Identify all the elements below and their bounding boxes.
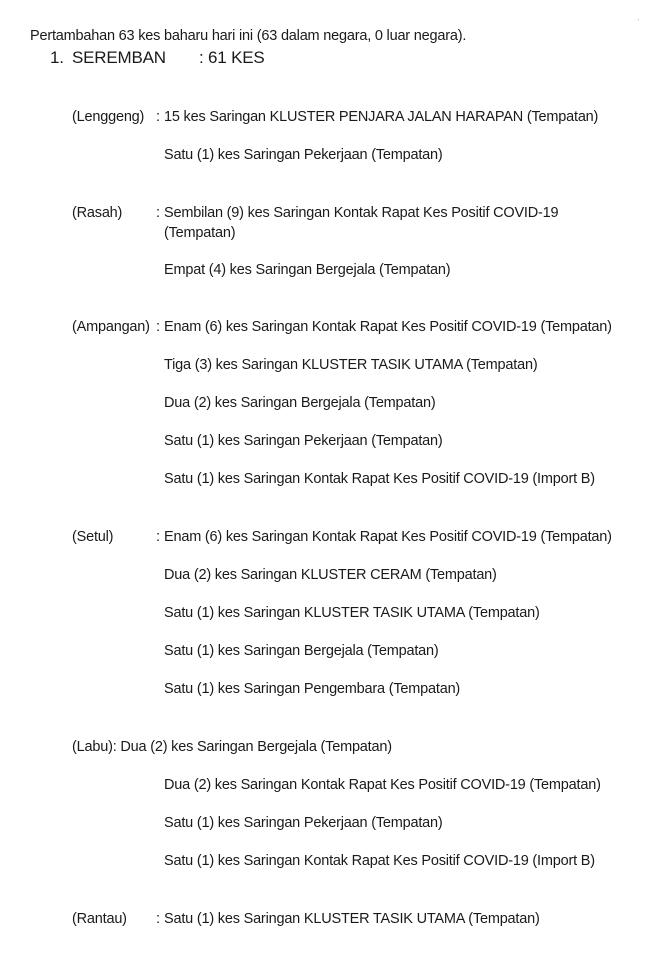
case-entry: Dua (2) kes Saringan KLUSTER CERAM (Tempatan)	[164, 567, 497, 583]
area-label-labu: (Labu):	[72, 739, 117, 755]
case-entry: Tiga (3) kes Saringan KLUSTER TASIK UTAMA (Tempatan)	[164, 357, 538, 373]
case-entry: Enam (6) kes Saringan Kontak Rapat Kes Positif COVID-19 (Tempatan)	[164, 529, 612, 545]
case-entry: Sembilan (9) kes Saringan Kontak Rapat Kes Positif COVID-19 (Tempatan)	[164, 205, 559, 241]
case-entry: Dua (2) kes Saringan Bergejala (Tempatan)	[120, 739, 392, 755]
area-colon: :	[156, 109, 160, 125]
district-number: 1.	[50, 48, 64, 67]
case-entry: Enam (6) kes Saringan Kontak Rapat Kes Positif COVID-19 (Tempatan)	[164, 319, 612, 335]
intro-line: Pertambahan 63 kes baharu hari ini (63 dalam negara, 0 luar negara).	[30, 28, 467, 44]
case-entry: Satu (1) kes Saringan Pekerjaan (Tempatan)	[164, 147, 443, 163]
case-entry: Empat (4) kes Saringan Bergejala (Tempatan)	[164, 262, 451, 278]
case-entry: Satu (1) kes Saringan Pekerjaan (Tempatan)	[164, 815, 443, 831]
case-entry: Satu (1) kes Saringan Bergejala (Tempatan)	[164, 643, 439, 659]
area-label-ampangan: (Ampangan)	[72, 319, 150, 335]
area-colon: :	[156, 911, 160, 927]
district-count: : 61 KES	[199, 48, 265, 67]
area-label-setul: (Setul)	[72, 529, 114, 545]
case-entry: Satu (1) kes Saringan Kontak Rapat Kes Positif COVID-19 (Import B)	[164, 853, 595, 869]
case-entry: Satu (1) kes Saringan KLUSTER TASIK UTAMA (Tempatan)	[164, 605, 540, 621]
area-colon: :	[156, 205, 160, 221]
district-name: SEREMBAN	[72, 48, 166, 67]
area-colon: :	[156, 319, 160, 335]
area-label-lenggeng: (Lenggeng)	[72, 109, 145, 125]
case-entry: Satu (1) kes Saringan Pekerjaan (Tempatan)	[164, 433, 443, 449]
case-entry: 15 kes Saringan KLUSTER PENJARA JALAN HARAPAN (Tempatan)	[164, 109, 599, 125]
area-label-rasah: (Rasah)	[72, 205, 123, 221]
corner-mark: ʿ	[636, 18, 640, 29]
area-label-rantau: (Rantau)	[72, 911, 127, 927]
district-heading	[50, 48, 265, 68]
area-colon: :	[156, 529, 160, 545]
case-entry: Satu (1) kes Saringan Kontak Rapat Kes Positif COVID-19 (Import B)	[164, 471, 595, 487]
area-line-labu	[72, 739, 392, 755]
case-entry: Satu (1) kes Saringan Pengembara (Tempatan)	[164, 681, 461, 697]
case-entry: Dua (2) kes Saringan Bergejala (Tempatan)	[164, 395, 436, 411]
case-entry: Dua (2) kes Saringan Kontak Rapat Kes Positif COVID-19 (Tempatan)	[164, 777, 601, 793]
case-entry: Satu (1) kes Saringan KLUSTER TASIK UTAMA (Tempatan)	[164, 911, 540, 927]
